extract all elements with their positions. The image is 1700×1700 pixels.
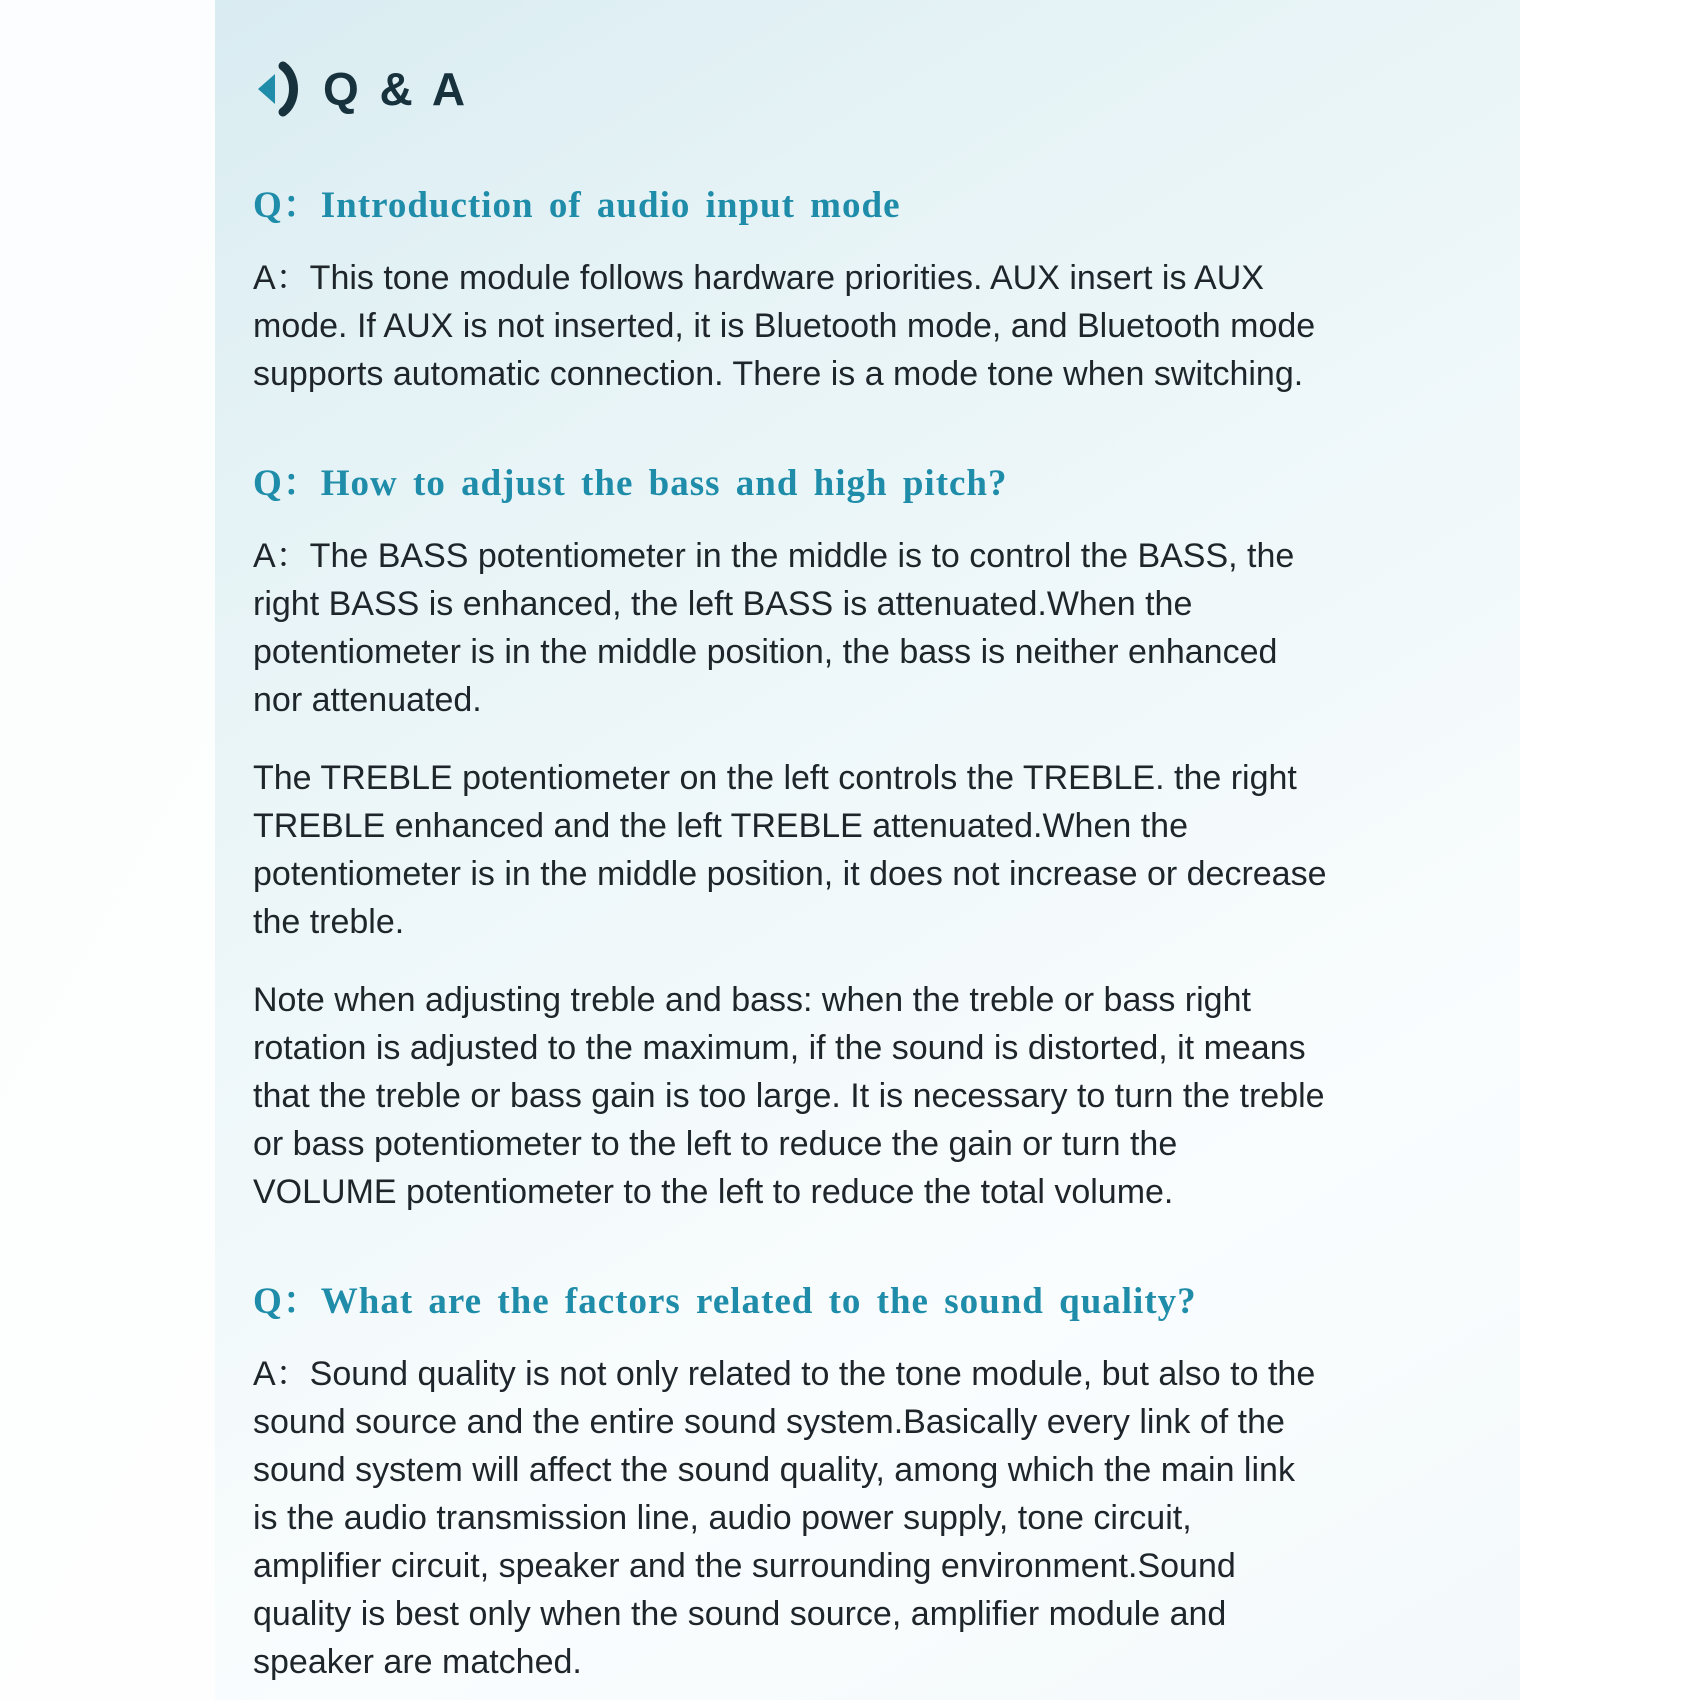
sound-wave-icon [253,58,305,120]
qa-header [253,58,1480,120]
question-heading: Q：Introduction of audio input mode [253,185,901,226]
question-heading: Q：How to adjust the bass and high pitch? [253,463,1008,504]
question-heading: Q：What are the factors related to the sound quality? [253,1281,1197,1322]
page-title: Q & A [323,63,470,115]
qa-section-sound-quality [253,1270,1343,1686]
qa-section-audio-input-mode [253,174,1343,398]
answer-paragraph: A：This tone module follows hardware priorities. AUX insert is AUX mode. If AUX is not inserted, it is Bluetooth mode, and Bluetooth mode supports automatic connection. There is a mode tone when switching. [253,259,1316,393]
answer-paragraph: Note when adjusting treble and bass: when the treble or bass right rotation is adjusted to the maximum, if the sound is distorted, it means that the treble or bass gain is too large. It is necessary to turn the treble or bass potentiometer to the left to reduce the gain or turn the VOLUME potentiometer to the left to reduce the total volume. [253,981,1325,1211]
answer-paragraph: A：Sound quality is not only related to the tone module, but also to the sound source and the entire sound system.Basically every link of the sound system will affect the sound quality, among which the main link is the audio transmission line, audio power supply, tone circuit, amplifier circuit, speaker and the surrounding environment.Sound quality is best only when the sound source, amplifier module and speaker are matched. [253,1355,1316,1681]
qa-section-bass-treble [253,452,1343,1216]
qa-content-panel [215,0,1520,1700]
answer-paragraph: A：The BASS potentiometer in the middle is to control the BASS, the right BASS is enhanced, the left BASS is attenuated.When the potentiometer is in the middle position, the bass is neither enhanced nor attenuated. [253,537,1295,719]
answer-paragraph: The TREBLE potentiometer on the left controls the TREBLE. the right TREBLE enhanced and the left TREBLE attenuated.When the potentiometer is in the middle position, it does not increase or decrease the treble. [253,759,1327,941]
